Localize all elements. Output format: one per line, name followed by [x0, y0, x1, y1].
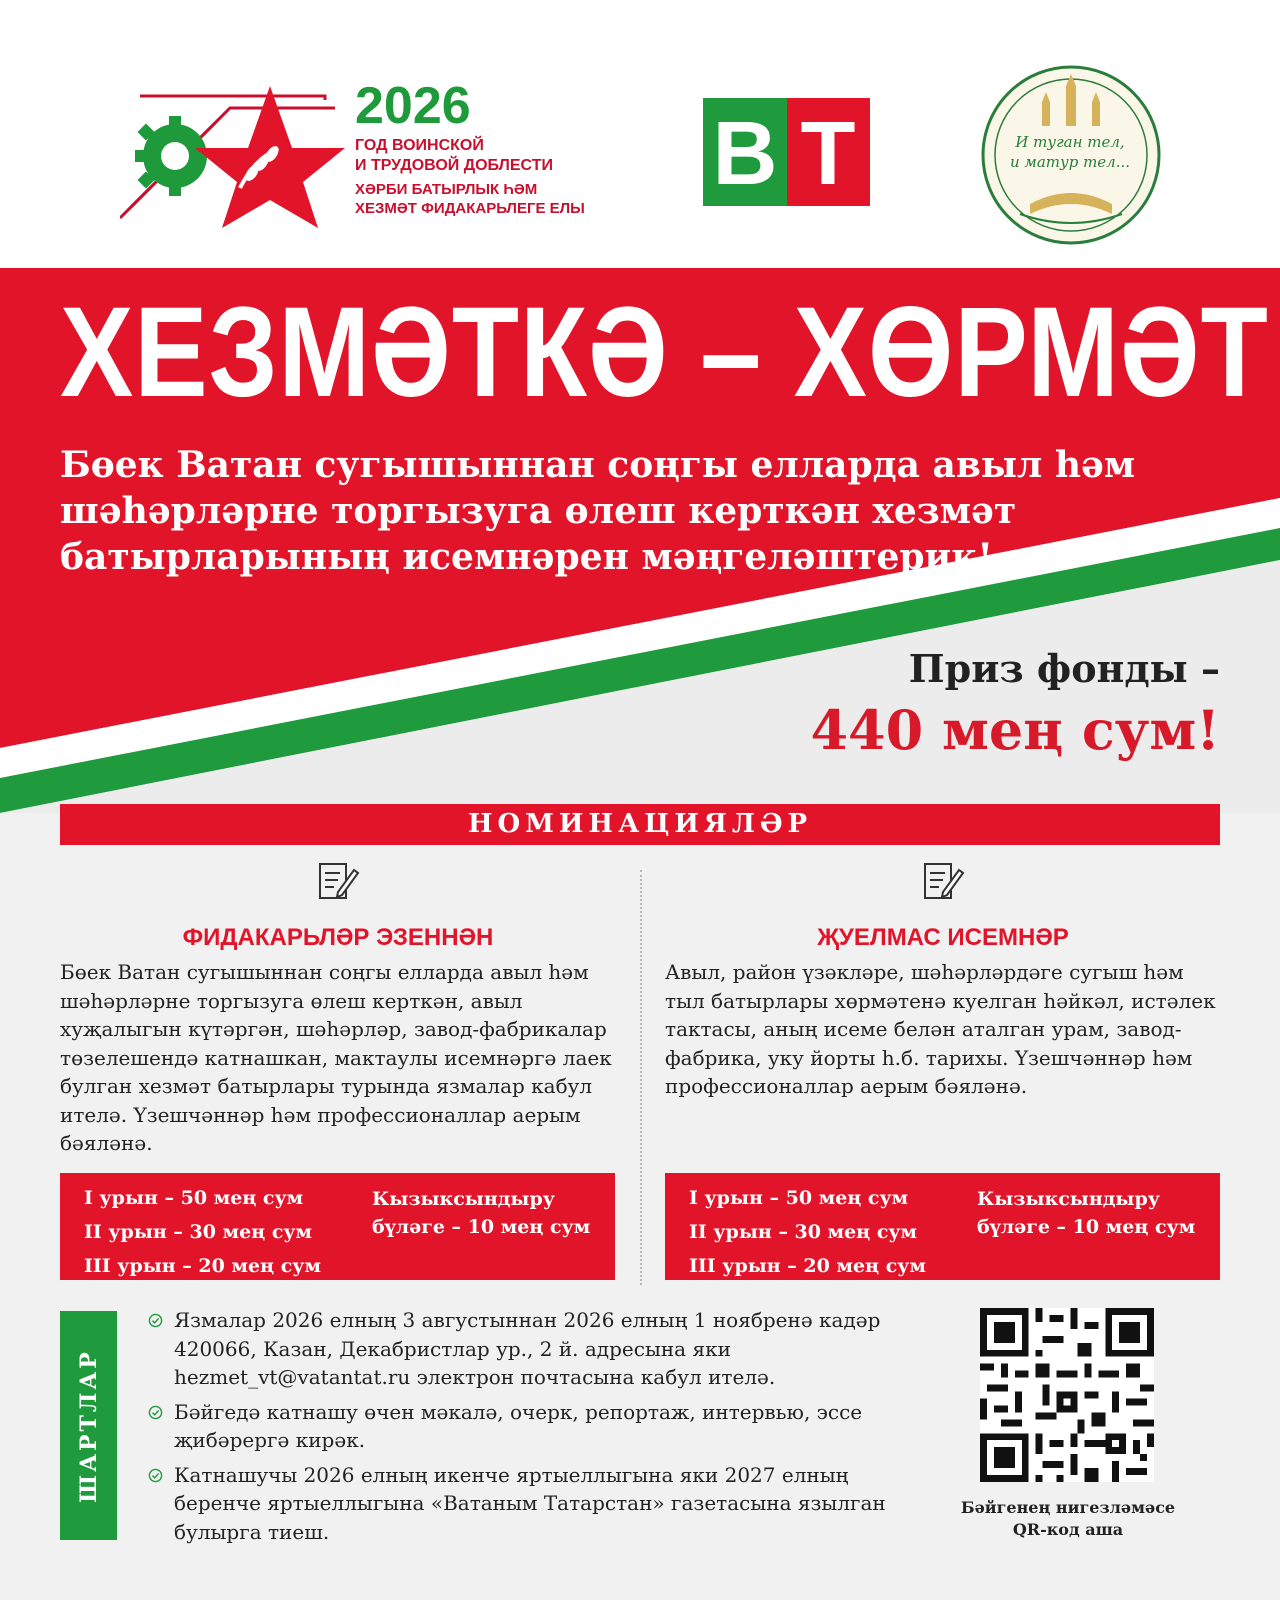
prize-table-right	[665, 1173, 1220, 1280]
logo-ru-line2: И ТРУДОВОЙ ДОБЛЕСТИ	[355, 157, 553, 174]
logo-year-title-ru	[355, 136, 553, 176]
nomination-title: ФИДАКАРЬЛӘР ЭЗЕННӘН	[182, 924, 494, 951]
places-list	[689, 1181, 959, 1283]
logo-tt-line2: ХЕЗМӘТ ФИДАКАРЬЛЕГЕ ЕЛЫ	[355, 200, 585, 217]
place-third: III урын – 20 мең сум	[84, 1255, 321, 1277]
logo-ru-line1: ГОД ВОИНСКОЙ	[355, 137, 484, 154]
rules-tab-label: ШАРТЛАР	[75, 1348, 102, 1503]
incentive-prize: Кызыксындыру бүләге – 10 мең сум	[977, 1188, 1196, 1238]
place-first: I урын – 50 мең сум	[689, 1187, 909, 1209]
document-edit-icon	[921, 860, 965, 904]
prize-fund-amount: 440 мең сум!	[810, 698, 1220, 762]
rule-text: Язмалар 2026 елның 3 августыннан 2026 елның 1 ноябренә кадәр 420066, Казан, Декабристлар ур., 2 й. адресына яки hezmet_vt@vatantat.ru электрон почтасына кабул ителә.	[174, 1308, 881, 1389]
logo-year-title-tt	[355, 180, 585, 218]
lead-text: Бөек Ватан сугышыннан соңгы елларда авыл һәм шәһәрләрне торгызуга өлеш керткән хезмәт батырларының исемнәрен мәңгеләштерик!	[60, 444, 1136, 578]
rule-item	[148, 1461, 908, 1547]
rule-text: Катнашучы 2026 елның икенче яртыеллыгына яки 2027 елның беренче яртыеллыгына «Ватаным Татарстан» газетасына язылган булырга тиеш.	[174, 1462, 886, 1544]
svg-text:B: B	[712, 104, 778, 204]
check-circle-icon	[148, 1313, 163, 1328]
check-circle-icon	[148, 1468, 163, 1483]
nomination-left	[60, 860, 616, 1158]
seal-motto-line2: и матур тел...	[1009, 153, 1131, 171]
document-edit-icon	[316, 860, 360, 904]
qr-caption-line2: QR-код аша	[1012, 1520, 1124, 1539]
qr-caption-line1: Бәйгенең нигезләмәсе	[960, 1498, 1176, 1517]
year-of-valor-logo	[120, 78, 620, 228]
check-circle-icon	[148, 1405, 163, 1420]
bt-newspaper-logo	[703, 98, 870, 206]
star-gear-emblem-icon	[120, 78, 345, 228]
seal-motto-line1: И туган тел,	[1015, 133, 1125, 151]
incentive-prize: Кызыксындыру бүләге – 10 мең сум	[372, 1188, 591, 1238]
prize-fund-label: Приз фонды –	[908, 646, 1220, 691]
places-list	[84, 1181, 354, 1283]
qr-caption	[948, 1497, 1188, 1541]
column-divider	[640, 870, 642, 1285]
rule-text: Бәйгедә катнашу өчен мәкалә, очерк, репортаж, интервью, эссе җибәрергә кирәк.	[174, 1399, 863, 1452]
nominations-header: НОМИНАЦИЯЛӘР	[60, 804, 1220, 845]
rules-tab	[60, 1311, 117, 1540]
qr-code-icon[interactable]	[980, 1308, 1154, 1482]
rules-list	[148, 1306, 908, 1552]
svg-text:T: T	[800, 104, 856, 204]
rule-item	[148, 1306, 908, 1392]
seal-motto	[1000, 132, 1140, 172]
nomination-title: ҖУЕЛМАС ИСЕМНӘР	[817, 924, 1069, 951]
nomination-right	[665, 860, 1221, 1101]
rule-item	[148, 1398, 908, 1455]
place-second: II урын – 30 мең сум	[689, 1221, 918, 1243]
prize-table-left	[60, 1173, 615, 1280]
place-first: I урын – 50 мең сум	[84, 1187, 304, 1209]
nomination-description: Авыл, район үзәкләре, шәһәрләрдәге сугыш һәм тыл батырлары хөрмәтенә куелган һәйкәл, истәлек тактасы, аның исеме белән аталган урам, завод-фабрика, уку йорты һ.б. тарихы. Үзешчәннәр һәм профессионаллар аерым бәяләнә.	[665, 960, 1216, 1098]
logo-tt-line1: ХӘРБИ БАТЫРЛЫК ҺӘМ	[355, 181, 538, 198]
place-second: II урын – 30 мең сум	[84, 1221, 313, 1243]
nomination-description: Бөек Ватан сугышыннан соңгы елларда авыл һәм шәһәрләрне торгызуга өлеш керткән, авыл хуҗалыгын күтәргән, шәһәрләр, завод-фабрикалар төзелешендә катнашкан, мактаулы исемнәргә лаек булган хезмәт батырлары турында язмалар кабул ителә. Үзешчәннәр һәм профессионаллар аерым бәяләнә.	[60, 960, 612, 1155]
page-title: ХЕЗМӘТКӘ – ХӨРМӘТ	[60, 281, 1269, 424]
place-third: III урын – 20 мең сум	[689, 1255, 926, 1277]
logo-year-number: 2026	[355, 77, 471, 135]
